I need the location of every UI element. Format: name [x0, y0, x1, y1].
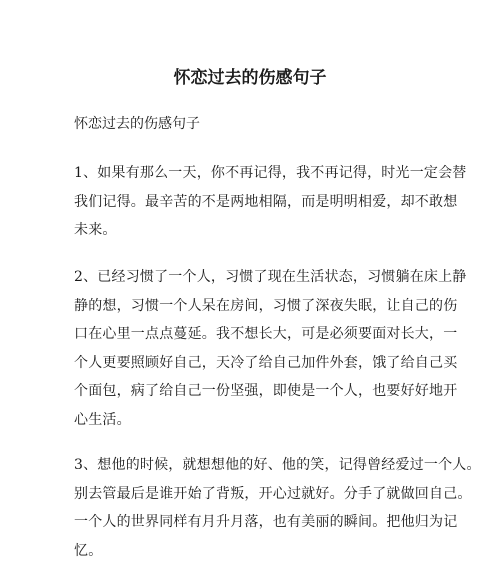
paragraph-line: 口在心里一点点蔓延。我不想长大，可是必须要面对长大，一	[74, 326, 458, 343]
document-subtitle: 怀恋过去的伤感句子	[74, 116, 200, 132]
paragraph-line: 个人更要照顾好自己，天冷了给自己加件外套，饿了给自己买	[74, 354, 458, 371]
paragraph-2	[74, 263, 467, 435]
paragraph-line: 忆。	[74, 542, 103, 559]
paragraph-line: 静的想，习惯一个人呆在房间，习惯了深夜失眠，让自己的伤	[74, 297, 458, 314]
paragraph-line: 2、已经习惯了一个人，习惯了现在生活状态，习惯躺在床上静	[74, 269, 467, 285]
paragraph-line: 一个人的世界同样有月升月落，也有美丽的瞬间。把他归为记	[74, 514, 458, 531]
paragraph-line: 个面包，病了给自己一份坚强，即使是一个人，也要好好地开	[74, 383, 458, 400]
paragraph-line: 我们记得。最辛苦的不是两地相隔，而是明明相爱，却不敢想	[74, 193, 458, 210]
paragraph-line: 1、如果有那么一天，你不再记得，我不再记得，时光一定会替	[74, 165, 467, 181]
paragraph-1	[74, 159, 467, 245]
paragraph-3	[74, 451, 481, 565]
paragraph-line: 未来。	[74, 222, 117, 239]
paragraph-line: 别去管最后是谁开始了背叛，开心过就好。分手了就做回自己。	[74, 485, 472, 502]
paragraph-line: 心生活。	[74, 411, 131, 428]
document-title: 怀恋过去的伤感句子	[173, 68, 327, 88]
paragraph-line: 3、想他的时候，就想想他的好、他的笑，记得曾经爱过一个人。	[74, 457, 481, 473]
